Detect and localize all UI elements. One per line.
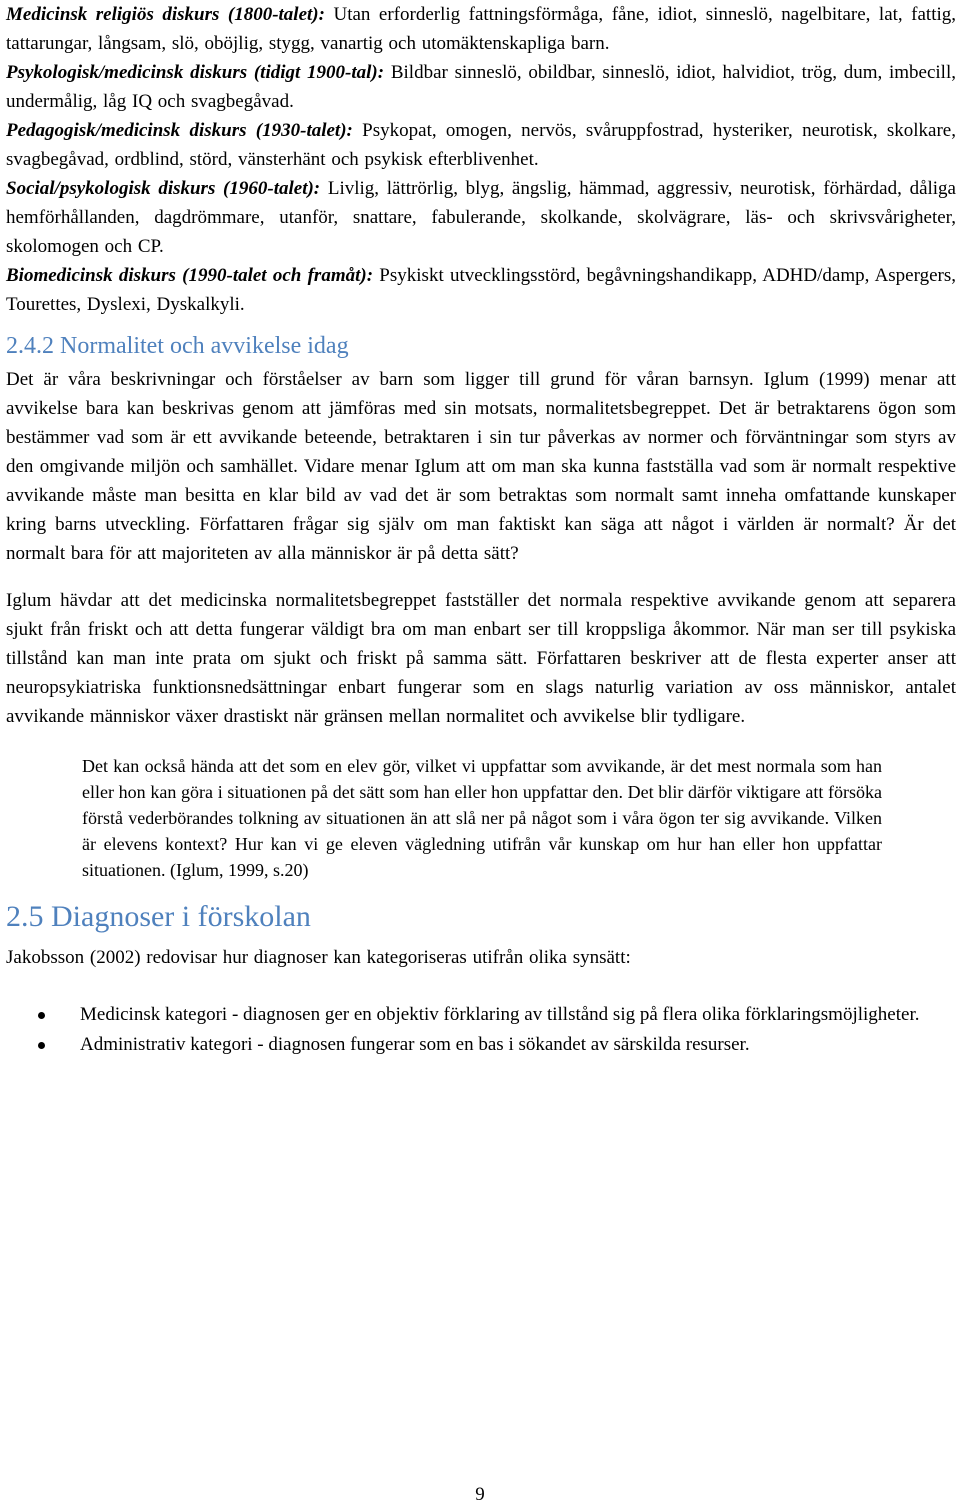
paragraph-normality-2: Iglum hävdar att det medicinska normalitetsbegreppet fastställer det normala respektive avvikande genom att separera sjukt från friskt och att detta fungerar väldigt bra om man enbart ser till kroppsliga åkommor. När man ser till psykiska tillstånd kan man inte prata om sjukt och friskt på samma sätt. Författaren beskriver att de flesta experter anser att neuropsykiatriska funktionsnedsättningar enbart fungerar som en slags naturlig variation av oss människor, antalet avvikande människor växer drastiskt när gränsen mellan normalitet och avvikelse blir tydligare. — [6, 590, 956, 727]
document-page — [6, 0, 956, 1060]
discourse-item — [6, 174, 956, 261]
section-heading-2-4-2: 2.4.2 Normalitet och avvikelse idag — [6, 333, 349, 359]
discourse-text: Bildbar sinneslö, obildbar, sinneslö, idiot, halvidiot, trög, dum, imbecill, undermålig, låg IQ och svagbegåvad. — [6, 62, 956, 112]
discourse-text: Psykopat, omogen, nervös, svåruppfostrad, hysteriker, neurotisk, skolkare, svagbegåvad, ordblind, störd, vänsterhänt och psykisk efterblivenhet. — [6, 120, 956, 170]
discourse-text: Livlig, lättrörlig, blyg, ängslig, hämmad, aggressiv, neurotisk, förhärdad, dåliga hemförhållanden, dagdrömmare, utanför, snattare, fabulerande, skolkande, skolvägrare, läs- och skrivsvårigheter, skolomogen och CP. — [6, 178, 956, 257]
discourse-lead: Biomedicinsk diskurs (1990-talet och framåt): — [6, 265, 374, 286]
discourse-item — [6, 58, 956, 116]
discourse-item — [6, 0, 956, 58]
list-item — [6, 1030, 956, 1059]
list-item — [6, 1000, 956, 1029]
discourse-lead: Pedagogisk/medicinsk diskurs (1930-talet): — [6, 120, 353, 141]
discourse-lead: Social/psykologisk diskurs (1960-talet): — [6, 178, 321, 199]
bullet-icon — [38, 1042, 45, 1049]
block-quote-iglum: Det kan också hända att det som en elev gör, vilket vi uppfattar som avvikande, är det mest normala som han eller hon kan göra i situationen på det sätt som han eller hon uppfattar den. Det blir därför viktigare att försöka förstå vederbörandes tolkning av situationen än att slå ner på något som i våra ögon ter sig avvikande. Vilken är elevens kontext? Hur kan vi ge eleven vägledning utifrån vår kunskap om hur han eller hon uppfattar situationen. (Iglum, 1999, s.20) — [82, 756, 882, 880]
discourse-text: Utan erforderlig fattningsförmåga, fåne, idiot, sinneslö, nagelbitare, lat, fattig, tattarungar, långsam, slö, oböjlig, stygg, vanartig och utomäktenskapliga barn. — [6, 4, 957, 54]
section-heading-2-5: 2.5 Diagnoser i förskolan — [6, 900, 311, 933]
list-item-text: Medicinsk kategori - diagnosen ger en objektiv förklaring av tillstånd sig på flera olika förklaringsmöjligheter. — [80, 1004, 920, 1025]
discourse-item — [6, 261, 956, 319]
paragraph-normality-1: Det är våra beskrivningar och förståelser av barn som ligger till grund för våran barnsyn. Iglum (1999) menar att avvikelse bara kan beskrivas genom att jämföras med sin motsats, normalitetsbegreppet. Det är betraktarens ögon som bestämmer vad som är ett avvikande beteende, betraktaren i sin tur påverkas av normer och förväntningar som styrs av den omgivande miljön och samhället. Vidare menar Iglum att om man ska kunna fastställa vad som är normalt respektive avvikande måste man besitta en klar bild av vad det är som betraktas som normalt samt inneha omfattande kunskaper kring barns utveckling. Författaren frågar sig själv om man faktiskt kan säga att något i världen är normalt? Är det normalt bara för att majoriteten av alla människor är på detta sätt? — [6, 369, 956, 564]
discourse-list — [6, 0, 956, 319]
discourse-lead: Medicinsk religiös diskurs (1800-talet): — [6, 4, 325, 25]
discourse-item — [6, 116, 956, 174]
section-intro: Jakobsson (2002) redovisar hur diagnoser kan kategoriseras utifrån olika synsätt: — [6, 947, 631, 968]
diagnosis-category-list — [6, 1000, 956, 1059]
bullet-icon — [38, 1012, 45, 1019]
list-item-text: Administrativ kategori - diagnosen fungerar som en bas i sökandet av särskilda resurser. — [80, 1034, 750, 1055]
discourse-lead: Psykologisk/medicinsk diskurs (tidigt 1900-tal): — [6, 62, 385, 83]
page-number: 9 — [475, 1484, 485, 1505]
discourse-text: Psykiskt utvecklingsstörd, begåvningshandikapp, ADHD/damp, Aspergers, Tourettes, Dyslexi, Dyskalkyli. — [6, 265, 956, 315]
